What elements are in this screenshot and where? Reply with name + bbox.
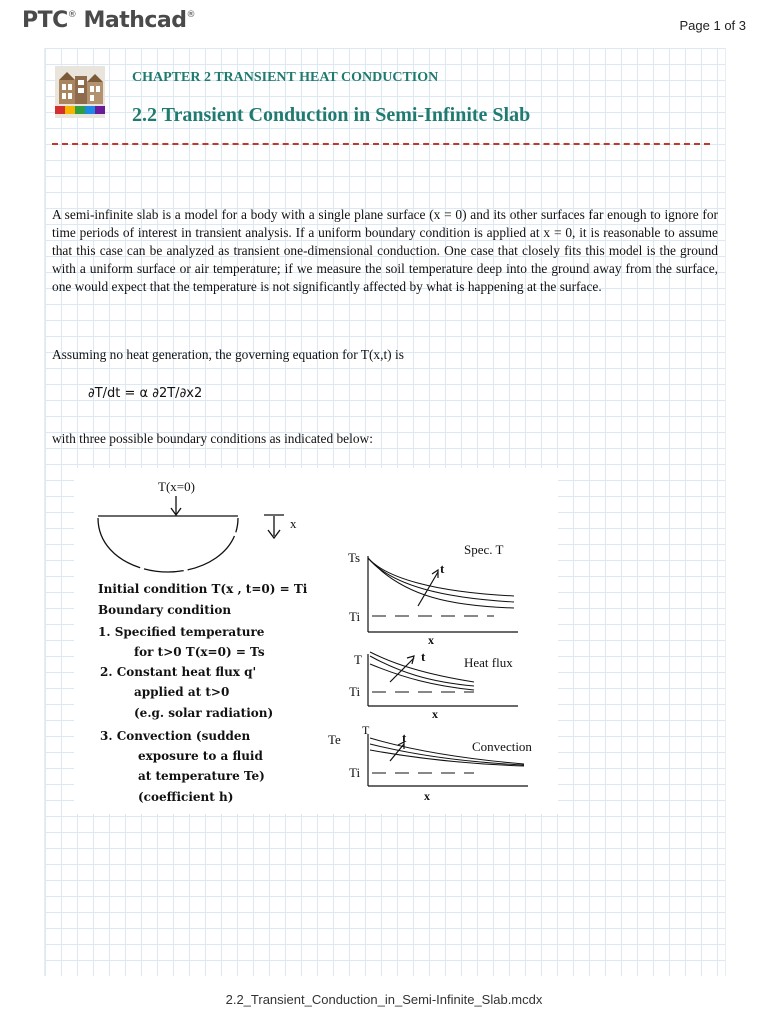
graph2-ti-label: Ti [349,684,361,699]
specified-temperature-graph [348,542,518,647]
graph3-x-label: x [424,789,430,803]
graph3-ti-label: Ti [349,765,361,780]
section-title: 2.2 Transient Conduction in Semi-Infinite Slab [132,104,531,126]
bc1-detail: for t>0 T(x=0) = Ts [134,645,265,659]
bc2-detail-2: (e.g. solar radiation) [134,706,274,720]
boundary-condition-heading: Boundary condition [98,603,232,617]
initial-condition-text: Initial condition T(x , t=0) = Ti [98,582,308,596]
bc3-detail-3: (coefficient h) [138,790,234,804]
ptc-mathcad-logo: PTC® Mathcad® [22,8,196,33]
graph1-title: Spec. T [464,542,504,557]
bc3-detail-1: exposure to a fluid [138,749,263,763]
boundary-intro-text: with three possible boundary conditions as indicated below: [52,431,373,446]
slab-surface-label: T(x=0) [158,479,195,494]
chapter-heading: CHAPTER 2 TRANSIENT HEAT CONDUCTION [132,70,439,85]
graph2-t-label: T [354,652,362,667]
graph2-x-label: x [432,707,438,721]
graph2-title: Heat flux [464,655,513,670]
page-header [0,0,768,48]
heat-flux-graph [349,649,518,721]
graph1-time-label: t [440,561,445,576]
bc2-title: 2. Constant heat flux q' [100,665,257,679]
graph3-t-label: T [362,723,370,737]
convection-graph [328,723,532,803]
page-number: Page 1 of 3 [679,18,746,33]
bc3-detail-2: at temperature Te) [138,769,265,783]
assumption-text: Assuming no heat generation, the governing equation for T(x,t) is [52,347,404,362]
graph1-x-label: x [428,633,434,647]
graph3-title: Convection [472,739,532,754]
bc3-title: 3. Convection (sudden [100,729,251,743]
red-dashed-divider [52,143,710,145]
graph3-time-label: t [402,730,407,745]
graph1-ti-label: Ti [349,609,361,624]
graph3-te-label: Te [328,732,341,747]
file-name-footer: 2.2_Transient_Conduction_in_Semi-Infinite_Slab.mcdx [225,992,543,1007]
bc1-title: 1. Specified temperature [98,625,265,639]
slab-body-outline [98,518,238,572]
graph1-ts-label: Ts [348,550,361,565]
bc2-detail-1: applied at t>0 [134,685,230,699]
boundary-conditions-figure [74,468,558,814]
graph2-time-label: t [421,649,426,664]
intro-paragraph: A semi-infinite slab is a model for a body with a single plane surface (x = 0) and its other surfaces far enough to ignore for time periods of interest in transient analysis. If a uniform boundary condition is applied at x = 0, it is reasonable to assume that this case can be analyzed as transient one-dimensional conduction. One case that closely fits this model is the ground with a uniform surface or air temperature; if we measure the soil temperature deep into the ground away from the surface, one would expect that the temperature is not significantly affected by what is happening at the surface. [52,207,718,294]
chapter-building-icon [55,66,105,118]
governing-equation: ∂T/dt = α ∂2T/∂x2 [88,386,203,401]
x-direction-label: x [290,516,297,531]
